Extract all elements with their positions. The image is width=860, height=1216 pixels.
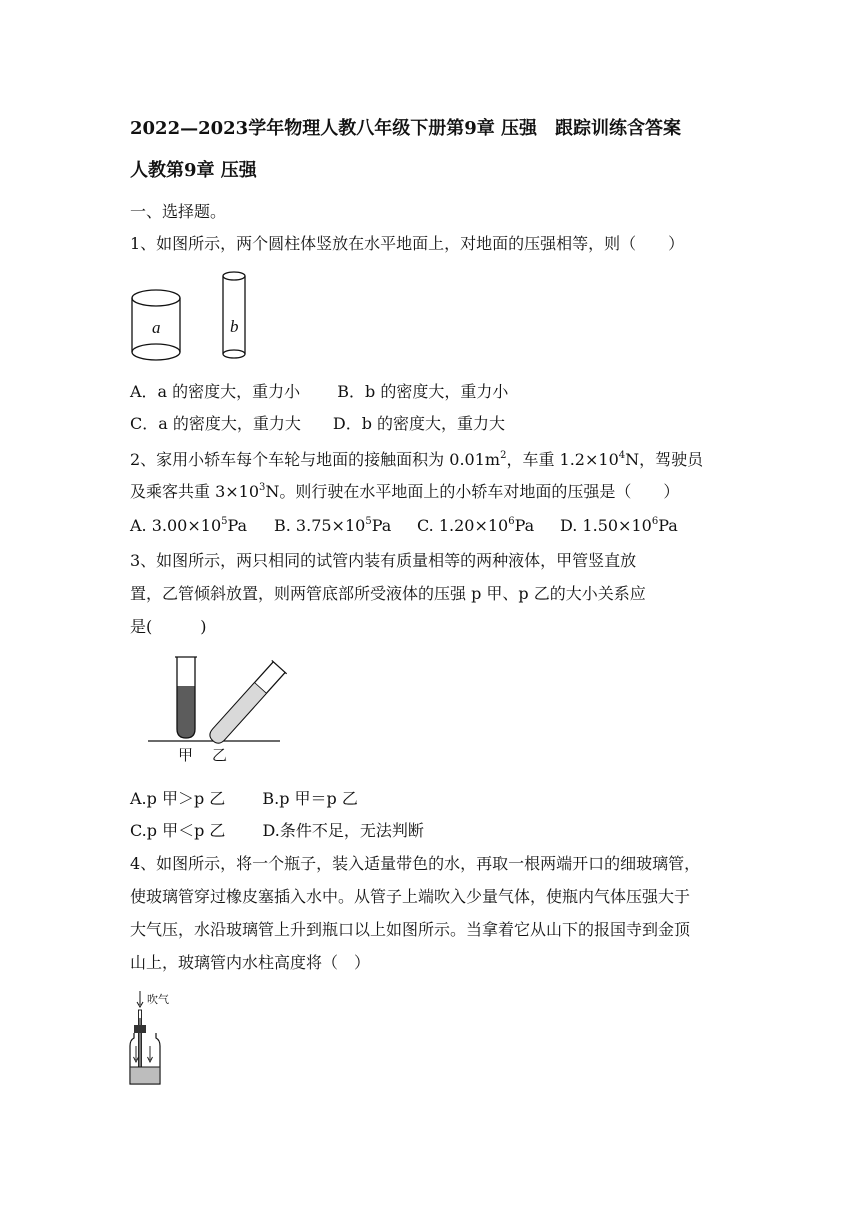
cylinder-a-label: a [152,318,161,337]
question-4-line4: 山上，玻璃管内水柱高度将（ ） [130,953,371,972]
rubber-stopper [134,1025,146,1033]
section-heading: 一、选择题。 [130,202,227,221]
question-3-line3: 是( ) [130,617,207,636]
cylinder-b-label: b [230,317,239,336]
question-3-line1: 3、如图所示，两只相同的试管内装有质量相等的两种液体，甲管竖直放 [130,551,637,570]
question-2-option-b: B. $3.75\times 10^5Pa$ [274,515,392,535]
liquid-jia [177,686,195,738]
document-title: 2022—2023学年物理人教八年级下册第9章 压强 跟踪训练含答案 [130,118,681,139]
question-2-option-d: D. $1.50\times 10^6Pa$ [560,515,678,535]
question-4-line2: 使玻璃管穿过橡皮塞插入水中。从管子上端吹入少量气体，使瓶内气体压强大于 [130,887,691,906]
question-4-line3: 大气压，水沿玻璃管上升到瓶口以上如图所示。当拿着它从山下的报国寺到金顶 [130,920,691,939]
cylinders-figure [128,268,258,368]
question-2-line2: 及乘客共重 $3\times 10^3N$。则行驶在水平地面上的小轿车对地面的压强是（ ） [130,481,680,501]
chapter-subtitle: 人教第9章 压强 [130,160,257,181]
label-yi: 乙 [212,746,228,764]
liquid-yi [207,683,266,746]
bottle-figure [128,988,188,1088]
cylinder-b-bottom [223,350,245,358]
question-1-options-row1: A．a 的密度大，重力小 B．b 的密度大，重力小 [130,382,509,401]
label-jia: 甲 [178,746,194,764]
bottle-water [131,1067,160,1083]
cylinder-a-top [132,290,180,306]
cylinder-a-bottom [132,344,180,360]
question-2-line1: 2、家用小轿车每个车轮与地面的接触面积为 $0.01m^2$，车重 $1.2\times 10^4N$，驾驶员 [130,449,704,469]
question-4-line1: 4、如图所示，将一个瓶子，装入适量带色的水，再取一根两端开口的细玻璃管， [130,854,701,873]
question-3-options-row1: A.p 甲＞p 乙 B.p 甲＝p 乙 [130,789,358,808]
question-1-stem: 1、如图所示，两个圆柱体竖放在水平地面上，对地面的压强相等，则（ ） [130,234,685,253]
question-2-option-c: C. $1.20\times 10^6Pa$ [417,515,535,535]
question-1-options-row2: C．a 的密度大，重力大 D．b 的密度大，重力大 [130,414,506,433]
question-3-line2: 置，乙管倾斜放置，则两管底部所受液体的压强 p 甲、p 乙的大小关系应 [130,584,646,603]
question-3-options-row2: C.p 甲＜p 乙 D.条件不足，无法判断 [130,821,424,840]
cylinder-b-top [223,272,245,280]
blow-label: 吹气 [147,993,169,1006]
test-tubes-figure [146,654,286,764]
question-2-option-a: A. $3.00\times 10^5Pa$ [130,515,248,535]
